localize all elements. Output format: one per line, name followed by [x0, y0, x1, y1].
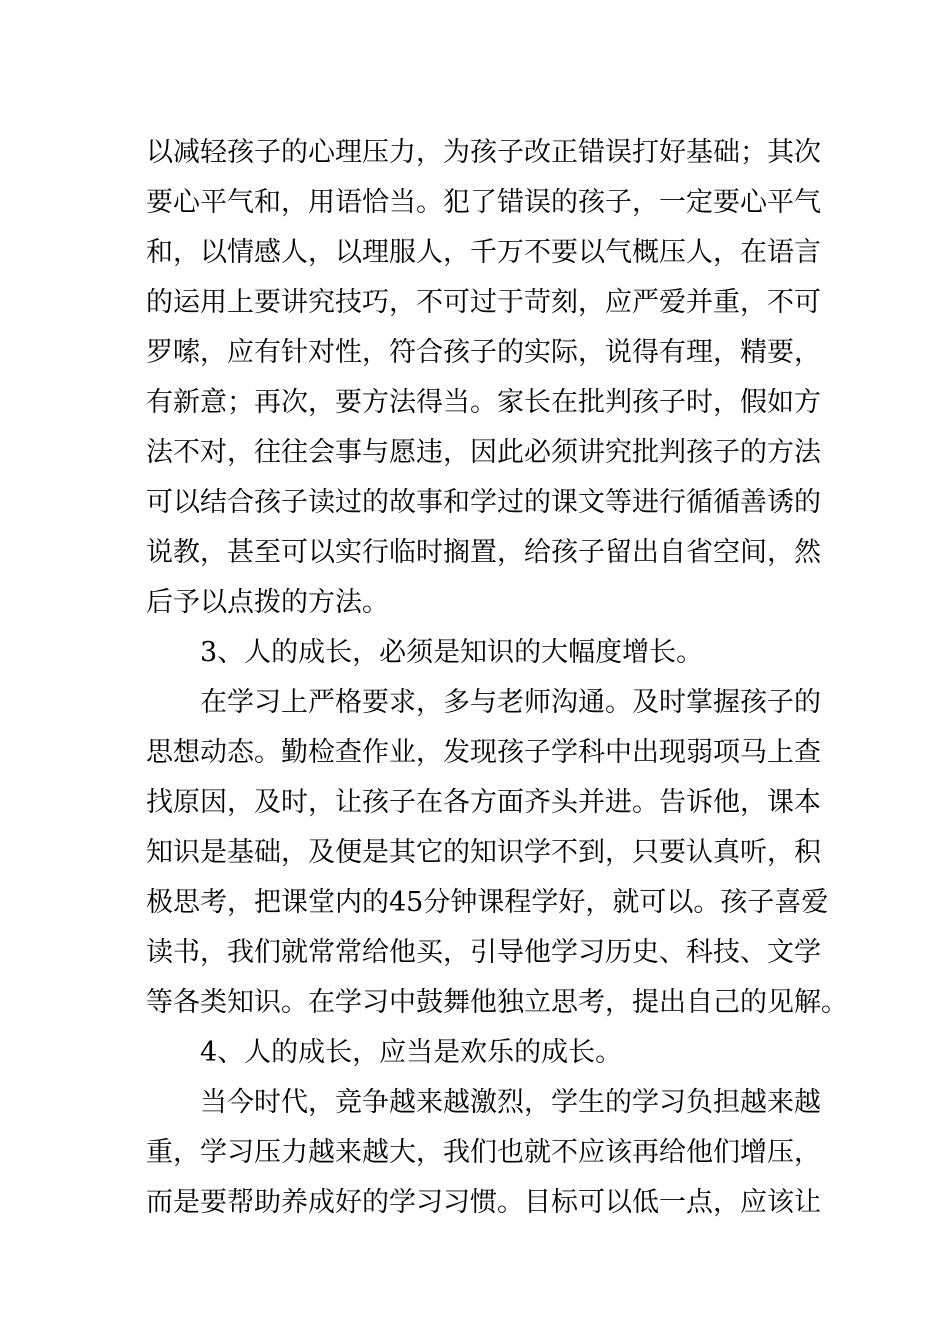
text-line: 法不对，往往会事与愿违，因此必须讲究批判孩子的方法	[146, 437, 821, 468]
section-heading: 3、人的成长，必须是知识的大幅度增长。	[200, 637, 704, 668]
text-line: 以减轻孩子的心理压力，为孩子改正错误打好基础；其次	[146, 137, 821, 168]
text-line: 极思考，把课堂内的45分钟课程学好，就可以。孩子喜爱	[146, 887, 829, 918]
text-line: 的运用上要讲究技巧，不可过于苛刻，应严爱并重，不可	[146, 287, 821, 318]
text-line: 要心平气和，用语恰当。犯了错误的孩子，一定要心平气	[146, 187, 821, 218]
text-line: 后予以点拨的方法。	[146, 587, 389, 618]
section-heading: 4、人的成长，应当是欢乐的成长。	[200, 1037, 623, 1068]
text-line: 等各类知识。在学习中鼓舞他独立思考，提出自己的见解。	[146, 987, 848, 1018]
document-body	[146, 128, 848, 1228]
text-line: 罗嗦，应有针对性，符合孩子的实际，说得有理，精要，	[146, 337, 821, 368]
text-line: 找原因，及时，让孩子在各方面齐头并进。告诉他，课本	[146, 787, 821, 818]
text-line: 而是要帮助养成好的学习习惯。目标可以低一点，应该让	[146, 1187, 821, 1218]
text-line: 说教，甚至可以实行临时搁置，给孩子留出自省空间，然	[146, 537, 821, 568]
text-line: 在学习上严格要求，多与老师沟通。及时掌握孩子的	[200, 687, 821, 718]
text-line: 知识是基础，及便是其它的知识学不到，只要认真听，积	[146, 837, 821, 868]
text-line: 思想动态。勤检查作业，发现孩子学科中出现弱项马上查	[146, 737, 821, 768]
text-line: 读书，我们就常常给他买，引导他学习历史、科技、文学	[146, 937, 821, 968]
text-line: 可以结合孩子读过的故事和学过的课文等进行循循善诱的	[146, 487, 821, 518]
text-line: 重，学习压力越来越大，我们也就不应该再给他们增压，	[146, 1137, 821, 1168]
text-line: 有新意；再次，要方法得当。家长在批判孩子时，假如方	[146, 387, 821, 418]
text-line: 当今时代，竞争越来越激烈，学生的学习负担越来越	[200, 1087, 821, 1118]
text-line: 和，以情感人，以理服人，千万不要以气概压人，在语言	[146, 237, 821, 268]
